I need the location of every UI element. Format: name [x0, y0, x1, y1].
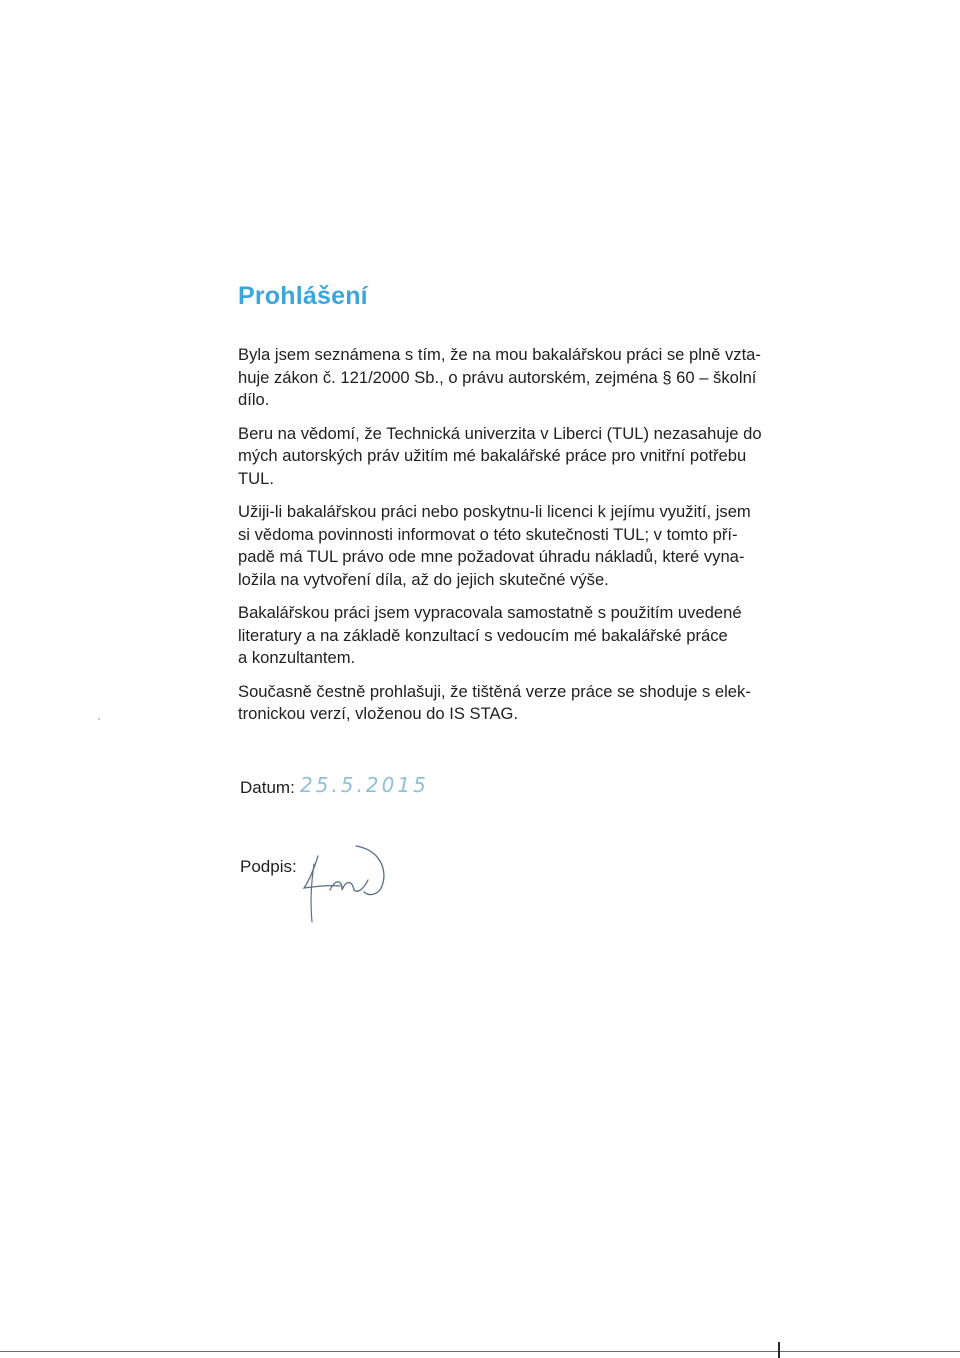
text-line: mých autorských práv užitím mé bakalářské práce pro vnitřní potřebu: [238, 446, 747, 465]
text-line: tronickou verzí, vloženou do IS STAG.: [238, 704, 519, 723]
text-line: Užiji-li bakalářskou práci nebo poskytnu-li licenci k jejímu využití, jsem: [238, 502, 751, 521]
text-line: a konzultantem.: [238, 648, 356, 667]
paragraph-copyright-law: [238, 344, 778, 412]
scan-speck: [98, 718, 100, 720]
text-line: TUL.: [238, 468, 274, 488]
paragraph-license: [238, 501, 778, 591]
text-line: Bakalářskou práci jsem vypracovala samostatně s použitím uvedené: [238, 603, 742, 622]
paragraph-tul-usage: [238, 423, 778, 491]
paragraph-independent-work: [238, 602, 778, 670]
date-label: Datum:: [240, 778, 295, 797]
text-line: dílo.: [238, 390, 270, 409]
text-line: si vědoma povinnosti informovat o této skutečnosti TUL; v tomto pří-: [238, 524, 738, 544]
text-line: Beru na vědomí, že Technická univerzita v Liberci (TUL) nezasahuje do: [238, 423, 762, 443]
page-bottom-edge: [0, 1351, 960, 1352]
handwritten-signature: [296, 836, 406, 928]
text-line: Současně čestně prohlašuji, že tištěná verze práce se shoduje s elek-: [238, 681, 751, 701]
page-title: Prohlášení: [238, 282, 368, 310]
signature-label: Podpis:: [240, 857, 297, 876]
text-line: Byla jsem seznámena s tím, že na mou bakalářskou práci se plně vzta-: [238, 345, 761, 364]
text-line: literatury a na základě konzultací s vedoucím mé bakalářské práce: [238, 625, 728, 645]
page-bottom-mark: [778, 1342, 780, 1358]
handwritten-date: 25.5.2015: [300, 773, 429, 797]
declaration-body: [238, 344, 778, 737]
paragraph-stag-version: [238, 681, 778, 726]
text-line: padě má TUL právo ode mne požadovat úhradu nákladů, které vyna-: [238, 547, 745, 566]
text-line: huje zákon č. 121/2000 Sb., o právu autorském, zejména § 60 – školní: [238, 367, 757, 387]
text-line: ložila na vytvoření díla, až do jejich skutečné výše.: [238, 569, 609, 589]
